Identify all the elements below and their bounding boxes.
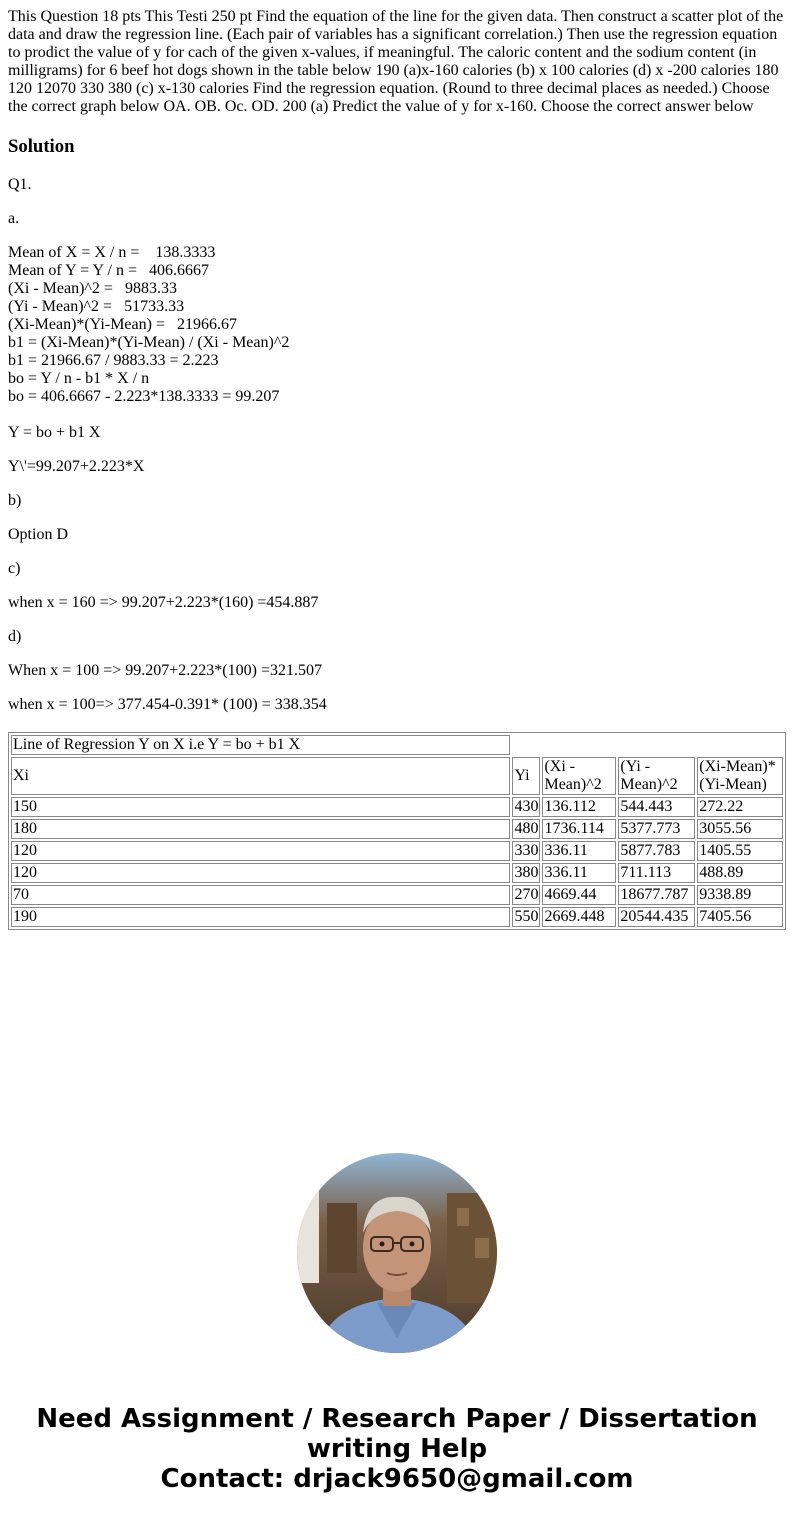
part-d-calculation-2: when x = 100=> 377.454-0.391* (100) = 338.354 — [8, 696, 327, 713]
regression-table — [8, 732, 786, 930]
part-c-calculation: when x = 160 => 99.207+2.223*(160) =454.887 — [8, 594, 319, 611]
cell-xi: 120 — [11, 863, 510, 883]
cell-cross-product: 3055.56 — [697, 819, 783, 839]
cell-xi: 120 — [11, 841, 510, 861]
cell-yi-dev-sq: 544.443 — [618, 797, 695, 817]
cell-cross-product: 9338.89 — [697, 885, 783, 905]
author-avatar — [297, 1153, 497, 1353]
part-d-label: d) — [8, 628, 22, 645]
cell-yi: 550 — [514, 908, 539, 925]
cell-xi-dev-sq: 136.112 — [542, 797, 616, 817]
table-row — [11, 841, 783, 861]
table-header-row — [11, 757, 783, 795]
part-c-label: c) — [8, 560, 21, 577]
calc-line: b1 = (Xi-Mean)*(Yi-Mean) / (Xi - Mean)^2 — [8, 334, 290, 351]
author-portrait-image — [297, 1153, 497, 1353]
calc-line: Mean of Y = Y / n = 406.6667 — [8, 262, 209, 279]
calc-line: b1 = 21966.67 / 9883.33 = 2.223 — [8, 352, 219, 369]
cell-yi: 430 — [514, 798, 539, 815]
table-caption: Line of Regression Y on X i.e Y = bo + b1 X — [11, 735, 510, 755]
cell-cross-product: 272.22 — [697, 797, 783, 817]
calc-line: (Yi - Mean)^2 = 51733.33 — [8, 298, 185, 315]
part-a-label: a. — [8, 210, 20, 227]
q1-label: Q1. — [8, 176, 32, 193]
header-xi-dev-sq: (Xi - Mean)^2 — [542, 757, 616, 795]
calc-line: bo = 406.6667 - 2.223*138.3333 = 99.207 — [8, 388, 280, 405]
table-row — [11, 863, 783, 883]
cell-xi-dev-sq: 2669.448 — [542, 907, 616, 927]
header-xi: Xi — [11, 757, 510, 795]
table-row — [11, 885, 783, 905]
cell-yi: 270 — [514, 886, 539, 903]
header-yi-dev-sq: (Yi - Mean)^2 — [618, 757, 695, 795]
cell-xi: 180 — [11, 819, 510, 839]
table-row — [11, 907, 783, 927]
table-row — [11, 819, 783, 839]
footer-line-2: writing Help — [306, 1434, 488, 1464]
calc-line: (Xi-Mean)*(Yi-Mean) = 21966.67 — [8, 316, 237, 333]
part-d-calculation-1: When x = 100 => 99.207+2.223*(100) =321.507 — [8, 662, 322, 679]
general-equation: Y = bo + b1 X — [8, 424, 101, 441]
calc-line: Mean of X = X / n = 138.3333 — [8, 244, 216, 261]
calc-line: bo = Y / n - b1 * X / n — [8, 370, 150, 387]
question-text: This Question 18 pts This Testi 250 pt Find the equation of the line for the given data. Then construct a scatter plot of the data and draw the regression line. (Each pair of variables has a significant correlation.) Then use the regression equation to prodict the value of y for cach of the given x-values, if meaningful. The caloric content and the sodium content (in milligrams) for 6 beef hot dogs shown in the table below 190 (a)x-160 calories (b) x 100 calories (d) x -200 calories 180 120 12070 330 380 (c) x-130 calories Find the regression equation. (Round to three decimal places as needed.) Choose the correct graph below OA. OB. Oc. OD. 200 (a) Predict the value of y for x-160. Choose the correct answer below — [8, 8, 784, 115]
cell-xi-dev-sq: 1736.114 — [542, 819, 616, 839]
part-b-label: b) — [8, 492, 22, 509]
cell-xi-dev-sq: 336.11 — [542, 863, 616, 883]
cell-yi-dev-sq: 20544.435 — [618, 907, 695, 927]
cell-yi-dev-sq: 18677.787 — [618, 885, 695, 905]
cell-xi-dev-sq: 336.11 — [542, 841, 616, 861]
cell-xi-dev-sq: 4669.44 — [542, 885, 616, 905]
cell-xi: 70 — [11, 885, 510, 905]
table-caption-row — [11, 735, 783, 755]
cell-yi: 480 — [514, 820, 539, 837]
cell-yi-dev-sq: 5877.783 — [618, 841, 695, 861]
cell-cross-product: 7405.56 — [697, 907, 783, 927]
footer-contact: Contact: drjack9650@gmail.com — [160, 1464, 634, 1494]
footer-line-1: Need Assignment / Research Paper / Dissertation — [36, 1404, 758, 1434]
solution-heading: Solution — [8, 136, 75, 157]
cell-xi: 190 — [11, 907, 510, 927]
cell-yi-dev-sq: 711.113 — [618, 863, 695, 883]
cell-cross-product: 488.89 — [697, 863, 783, 883]
cell-yi: 330 — [514, 842, 539, 859]
calc-line: (Xi - Mean)^2 = 9883.33 — [8, 280, 177, 297]
calculation-block — [8, 244, 786, 406]
contact-footer — [0, 1404, 794, 1494]
cell-yi: 380 — [514, 864, 539, 881]
option-answer: Option D — [8, 526, 68, 543]
header-yi: Yi — [512, 757, 540, 795]
fitted-equation: Y\'=99.207+2.223*X — [8, 458, 145, 475]
cell-xi: 150 — [11, 797, 510, 817]
cell-yi-dev-sq: 5377.773 — [618, 819, 695, 839]
table-row — [11, 797, 783, 817]
header-cross-product: (Xi-Mean)*(Yi-Mean) — [697, 757, 783, 795]
cell-cross-product: 1405.55 — [697, 841, 783, 861]
